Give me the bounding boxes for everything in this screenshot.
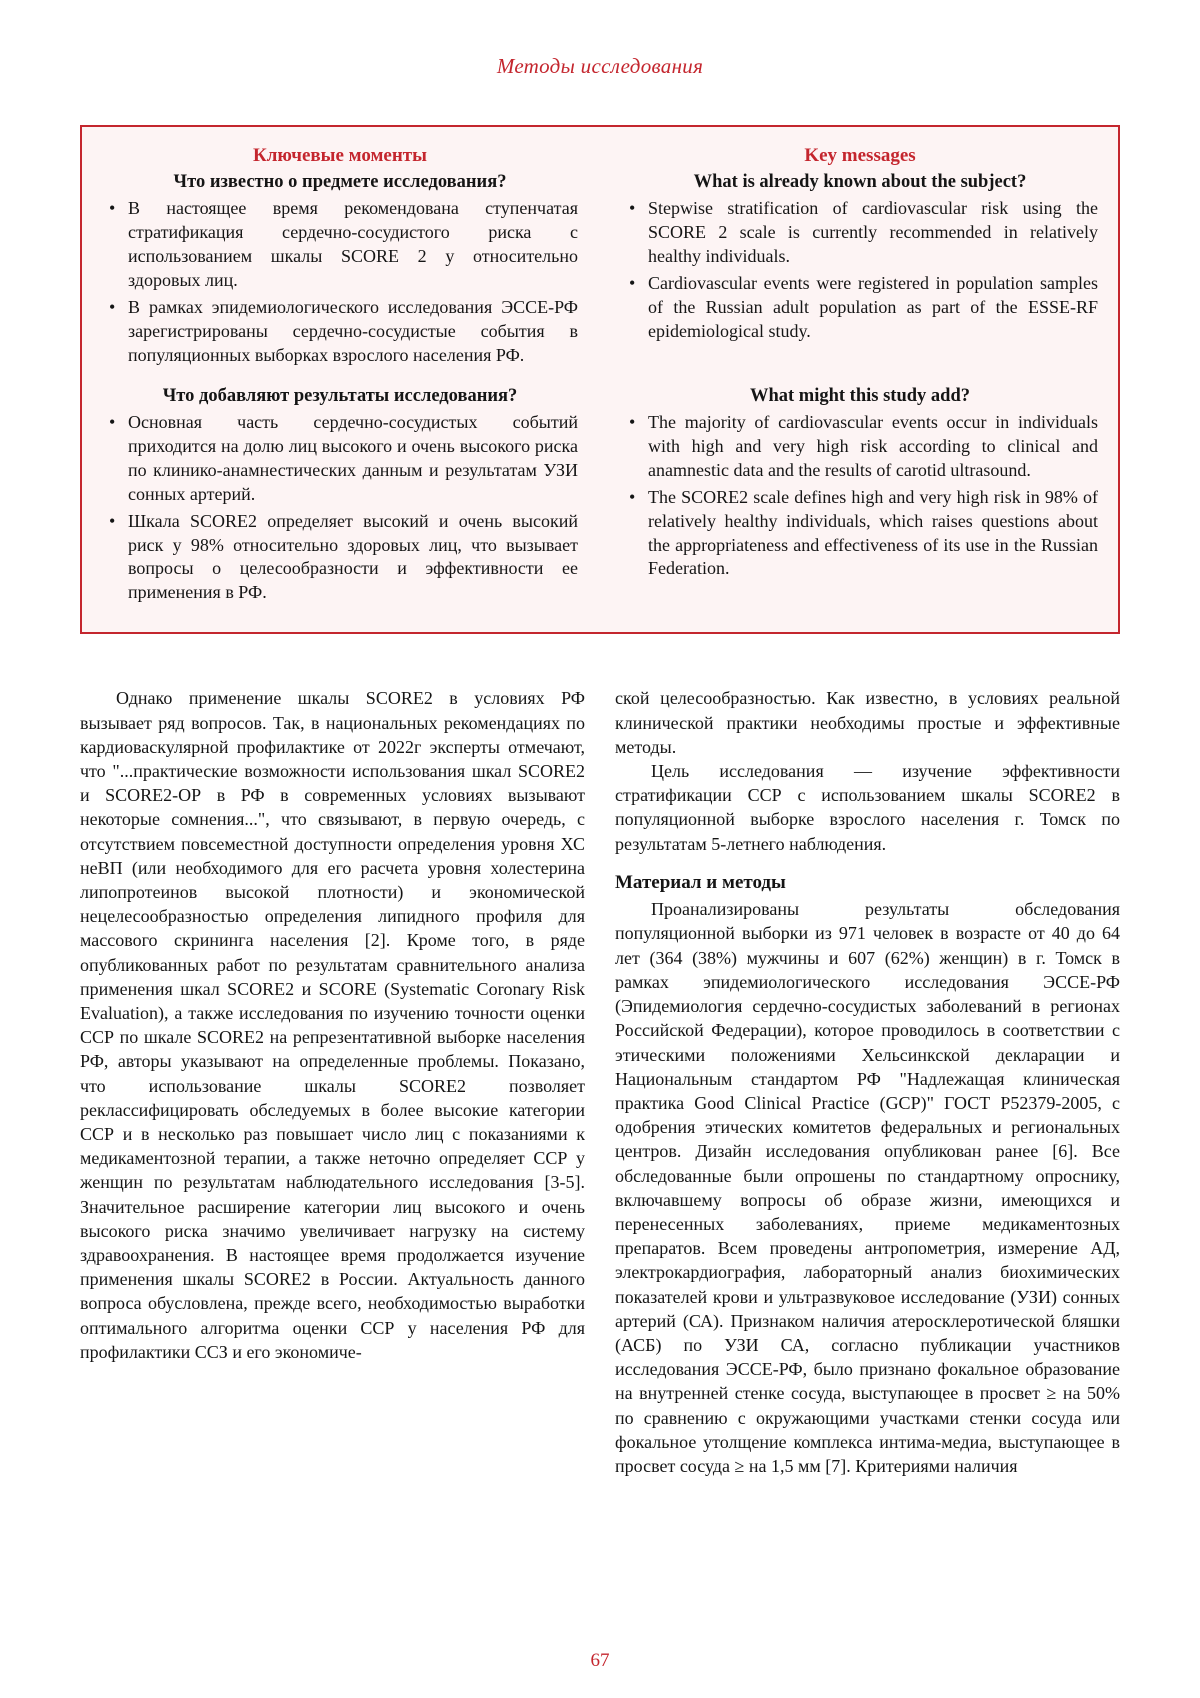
key-box-section2-list-ru (102, 411, 578, 609)
body-paragraph: Проанализированы результаты обследования популяционной выборки из 971 человек в возрасте от 40 до 64 лет (364 (38%) мужчины и 607 (62%) женщин) в г. Томск в рамках эпидемиологического исследования ЭССЕ-РФ (Эпидемиология сердечно-сосудистых заболеваний в регионах Российской Федерации), которое проводилось в соответствии с этическими положениями Хельсинкской декларации и Национальным стандартом РФ "Надлежащая клиническая практика Good Clinical Practice (GCP)" ГОСТ Р52379-2005, с одобрения этических комитетов федеральных и региональных центров. Дизайн исследования опубликован ранее [6]. Все обследованные были опрошены по стандартному опроснику, включавшему вопросы об образе жизни, имеющихся и перенесенных заболеваниях, приеме медикаментозных препаратов. Всем проведены антропометрия, измерение АД, электрокардиография, лабораторный анализ биохимических показателей крови и ультразвуковое исследование (УЗИ) сонных артерий (СА). Признаком наличия атеросклеротической бляшки (АСБ) по УЗИ СА, согласно публикации участников исследования ЭССЕ-РФ, было признано фокальное образование на внутренней стенке сосуда, выступающее в просвет ≥ на 50% по сравнению с окружающими участками стенки сосуда или фокальное утолщение комплекса интима-медиа, выступающее в просвет сосуда ≥ на 1,5 мм [7]. Критериями наличия (615, 899, 1120, 1476)
key-box-section1-title-ru: Что известно о предмете исследования? (173, 172, 507, 192)
bullet-item: • The majority of cardiovascular events occur in individuals with high and very high risk according to clinical and anamnestic data and the results of carotid ultrasound. (622, 411, 1098, 483)
bullet-item: • В настоящее время рекомендована ступенчатая стратификация сердечно-сосудистого риска с использованием шкалы SCORE 2 у относительно здоровых лиц. (102, 197, 578, 293)
bullet-item: • The SCORE2 scale defines high and very high risk in 98% of relatively healthy individuals, which raises questions about the appropriateness and effectiveness of its use in the Russian Federation. (622, 486, 1098, 582)
bullet-item: • Stepwise stratification of cardiovascular risk using the SCORE 2 scale is currently recommended in relatively healthy individuals. (622, 197, 1098, 269)
bullet-item: • Основная часть сердечно-сосудистых событий приходится на долю лиц высокого и очень высокого риска по клинико-анамнестических данным и результатам УЗИ сонных артерий. (102, 411, 578, 507)
bullet-item: • Cardiovascular events were registered in population samples of the Russian adult population as part of the ESSE-RF epidemiological study. (622, 272, 1098, 344)
key-box-section1-title-en: What is already known about the subject? (693, 172, 1027, 192)
body-paragraph: ской целесообразностью. Как известно, в условиях реальной клинической практики необходимы простые и эффективные методы. (615, 688, 1120, 757)
key-box-section2-title-ru: Что добавляют результаты исследования? (162, 385, 518, 406)
key-box-section2-list-en (622, 411, 1098, 609)
key-box-title-ru: Ключевые моменты (253, 145, 427, 166)
running-head: Методы исследования (496, 54, 704, 78)
body-text (80, 686, 1120, 1478)
body-paragraph-aim: Цель исследования — изучение эффективности стратификации ССР с использованием шкалы SCORE2 в популяционной выборке взрослого населения г. Томск по результатам 5-летнего наблюдения. (615, 760, 1120, 854)
section-heading-materials-methods: Материал и методы (615, 871, 786, 893)
body-left-column (80, 686, 585, 1478)
key-box-section2-title-en: What might this study add? (749, 385, 970, 406)
key-messages-box (80, 125, 1120, 634)
key-box-section1-list-en (622, 197, 1098, 371)
bullet-item: • В рамках эпидемиологического исследования ЭССЕ-РФ зарегистрированы сердечно-сосудистые события в популяционных выборках взрослого населения РФ. (102, 296, 578, 368)
key-box-section1-list-ru (102, 197, 578, 371)
page-number: 67 (590, 1650, 610, 1671)
key-box-title-en: Key messages (804, 145, 916, 166)
bullet-item: • Шкала SCORE2 определяет высокий и очень высокий риск у 98% относительно здоровых лиц, что вызывает вопросы о целесообразности и эффективности ее применения в РФ. (102, 510, 578, 606)
body-paragraph: Однако применение шкалы SCORE2 в условиях РФ вызывает ряд вопросов. Так, в национальных рекомендациях по кардиоваскулярной профилактике от 2022г эксперты отмечают, что "...практические возможности использования шкал SCORE2 и SCORE2-ОР в РФ в современных условиях вызывают некоторые сомнения...", что связывают, в первую очередь, с отсутствием повсеместной доступности определения уровня ХС неВП (или необходимого для его расчета уровня холестерина липопротеинов высокой плотности) и экономической нецелесообразностью определения липидного профиля для массового скрининга населения [2]. Кроме того, в ряде опубликованных работ по результатам сравнительного анализа применения шкал SCORE2 и SCORE (Systematic Coronary Risk Evaluation), а также исследования по изучению точности оценки ССР по шкале SCORE2 на репрезентативной выборке населения РФ, авторы указывают на определенные проблемы. Показано, что использование шкалы SCORE2 позволяет реклассифицировать обследуемых в более высокие категории ССР и в несколько раз повышает число лиц с показаниями к медикаментозной терапии, а также неточно определяет ССР у женщин по результатам наблюдательного исследования [3-5]. Значительное расширение категории лиц высокого и очень высокого риска значимо увеличивает нагрузку на систему здравоохранения. В настоящее время продолжается изучение применения шкалы SCORE2 в России. Актуальность данного вопроса обусловлена, прежде всего, необходимостью выработки оптимального алгоритма оценки ССР у населения РФ для профилактики ССЗ и его экономиче- (80, 688, 585, 1362)
body-right-column (615, 686, 1120, 1478)
